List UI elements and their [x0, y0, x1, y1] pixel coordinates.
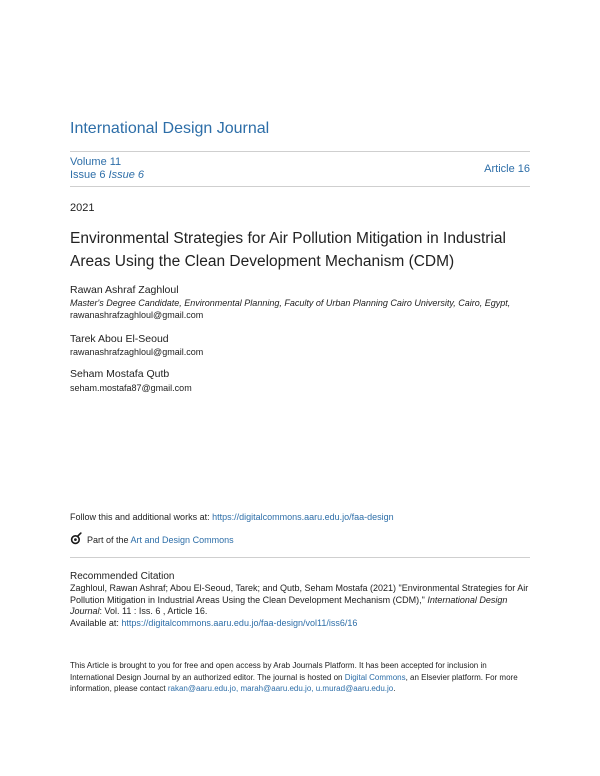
- issue-italic-link[interactable]: Issue 6: [108, 169, 144, 181]
- follow-line: [70, 512, 394, 522]
- divider-citation: [70, 557, 530, 558]
- author-email: seham.mostafa87@gmail.com: [70, 383, 192, 393]
- art-design-commons-link[interactable]: Art and Design Commons: [130, 534, 234, 545]
- volume-link[interactable]: Volume 11: [70, 156, 122, 168]
- notice-text: This Article is brought to you for free and open access by Arab Journals Platform. It has been accepted for inclusion in International Design Journal by an authorized editor. The journal is hosted on: [70, 661, 487, 682]
- divider-top: [70, 151, 530, 152]
- journal-title[interactable]: International Design Journal: [70, 120, 270, 137]
- open-access-icon: [70, 532, 83, 547]
- author-email: rawanashrafzaghloul@gmail.com: [70, 347, 204, 357]
- issue-link[interactable]: Issue 6: [70, 169, 106, 181]
- follow-url-link[interactable]: https://digitalcommons.aaru.edu.jo/faa-design: [212, 512, 394, 522]
- citation-journal: International Design Journal: [70, 594, 508, 616]
- volume-issue-block: [70, 156, 144, 182]
- affiliation-text: Master's Degree Candidate, Environmental Planning, Faculty of Urban Planning Cairo University, Cairo, Egypt,: [70, 298, 511, 308]
- part-of-line: [70, 532, 234, 547]
- citation-volume: : Vol. 11 : Iss. 6 , Article 16.: [99, 606, 208, 616]
- available-url-link[interactable]: https://digitalcommons.aaru.edu.jo/faa-design/vol11/iss6/16: [121, 617, 358, 628]
- article-number-link[interactable]: Article 16: [484, 163, 530, 175]
- author-name: Rawan Ashraf Zaghloul: [70, 284, 179, 296]
- author-email: rawanashrafzaghloul@gmail.com: [70, 310, 204, 320]
- paper-title: Environmental Strategies for Air Pollution Mitigation in Industrial Areas Using the Clean Development Mechanism (CDM): [70, 230, 506, 270]
- citation-text: [70, 583, 530, 629]
- digital-commons-link[interactable]: Digital Commons: [344, 672, 406, 682]
- notice-text: , an Elsevier platform. For more information, please contact: [70, 672, 518, 693]
- citation-body: Zaghloul, Rawan Ashraf; Abou El-Seoud, Tarek; and Qutb, Seham Mostafa (2021) "Environmental Strategies for Air Pollution Mitigation in Industrial Areas Using the Clean Development Mechanism (CDM),": [70, 583, 529, 605]
- notice-text: .: [393, 684, 396, 693]
- recommended-citation-heading: Recommended Citation: [70, 571, 175, 582]
- contact-emails-link[interactable]: rakan@aaru.edu.jo, marah@aaru.edu.jo, u.murad@aaru.edu.jo: [167, 684, 394, 693]
- author-affiliation: [70, 297, 530, 321]
- author-name: Tarek Abou El-Seoud: [70, 333, 169, 345]
- divider-issue: [70, 186, 530, 187]
- issue-line: [70, 169, 144, 182]
- available-at-text: Available at:: [70, 617, 122, 628]
- part-of-text: Part of the: [87, 534, 131, 545]
- follow-text: Follow this and additional works at:: [70, 512, 213, 522]
- access-notice: [70, 660, 530, 695]
- publication-year: 2021: [70, 202, 95, 214]
- author-name: Seham Mostafa Qutb: [70, 368, 170, 380]
